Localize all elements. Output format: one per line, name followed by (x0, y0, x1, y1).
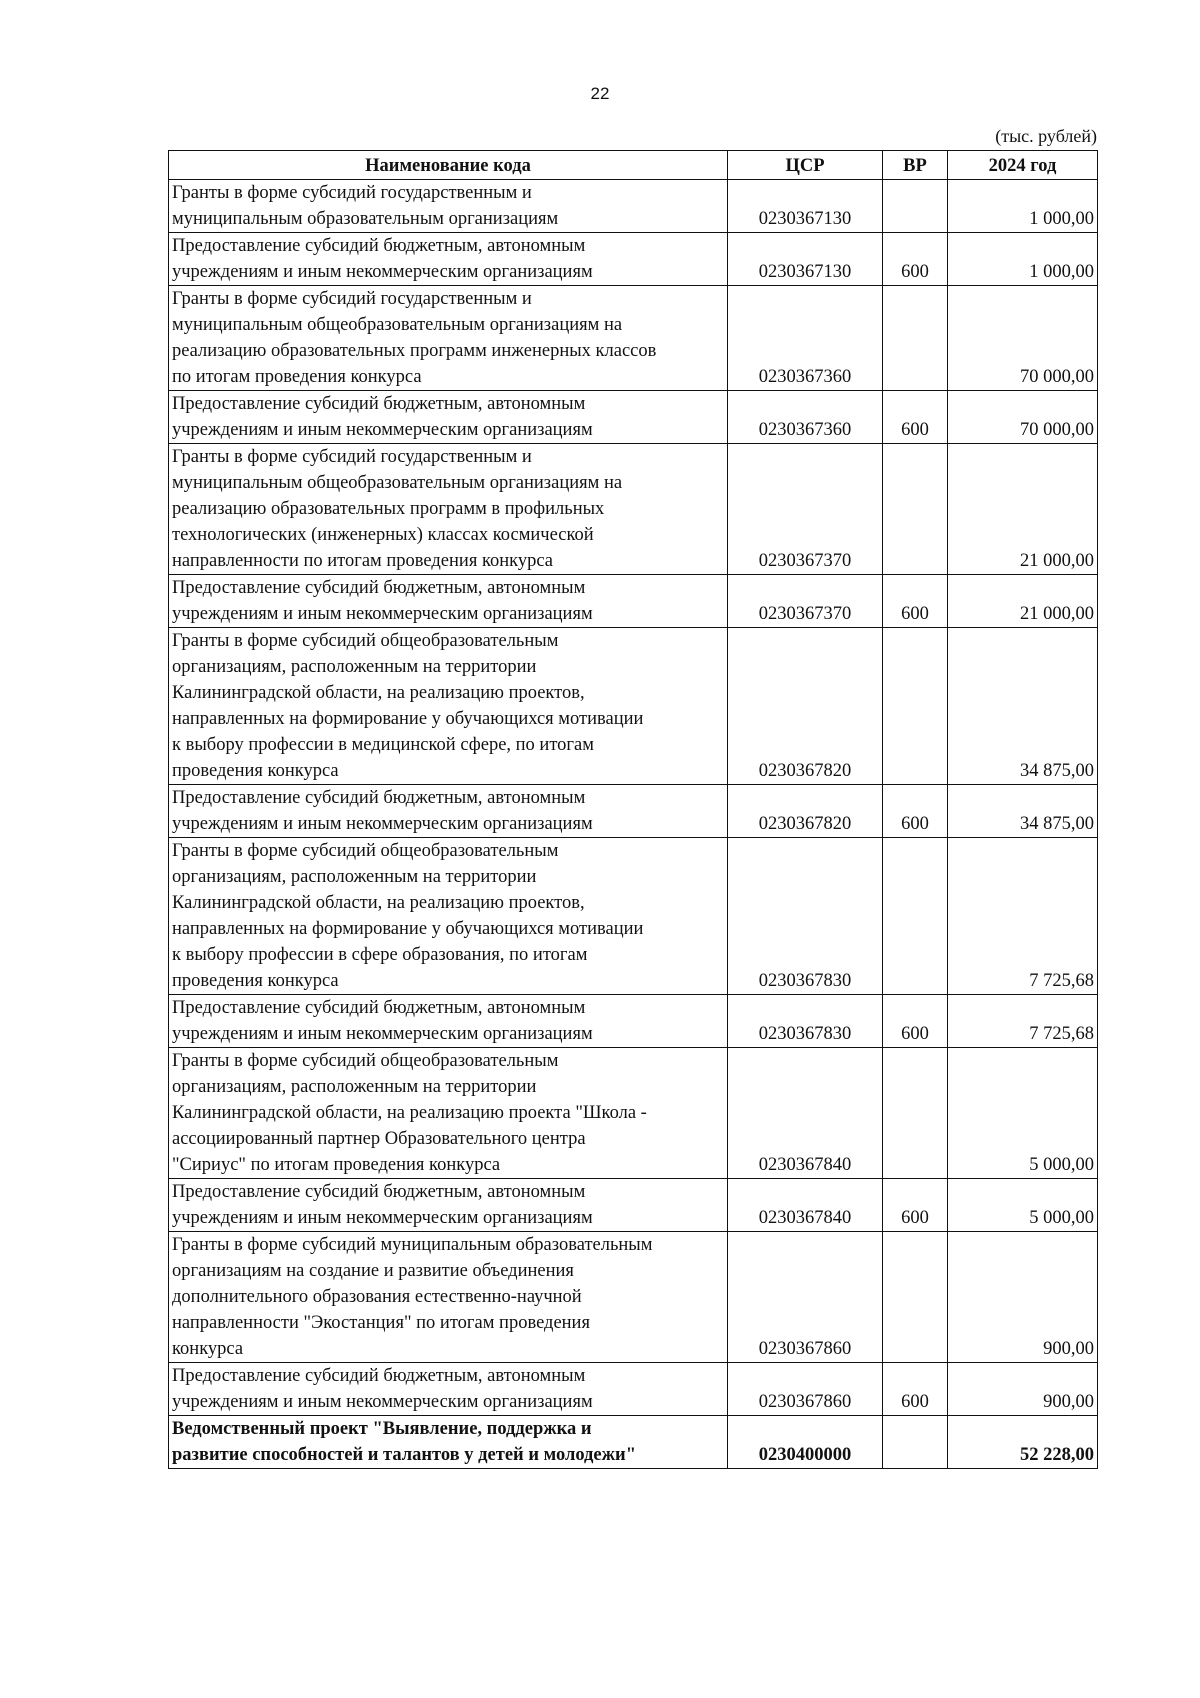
cell-sum: 21 000,00 (948, 575, 1098, 628)
table-row (169, 838, 1098, 995)
cell-vr (883, 1232, 948, 1363)
table-row (169, 628, 1098, 785)
cell-csr: 0230400000 (728, 1416, 883, 1469)
cell-csr: 0230367360 (728, 286, 883, 391)
cell-vr: 600 (883, 233, 948, 286)
table-row (169, 444, 1098, 575)
cell-sum: 7 725,68 (948, 838, 1098, 995)
cell-name: Гранты в форме субсидий общеобразовательным организациям, расположенным на территории Калининградской области, на реализацию проектов, направленных на формирование у обучающихся мотивации к выбору профессии в медицинской сфере, по итогам проведения конкурса (169, 628, 728, 785)
units-note: (тыс. рублей) (995, 126, 1097, 146)
cell-sum: 5 000,00 (948, 1048, 1098, 1179)
cell-sum: 1 000,00 (948, 233, 1098, 286)
table-row (169, 233, 1098, 286)
cell-sum: 70 000,00 (948, 286, 1098, 391)
cell-csr: 0230367820 (728, 785, 883, 838)
cell-csr: 0230367860 (728, 1232, 883, 1363)
table-header (169, 151, 1098, 180)
cell-vr (883, 286, 948, 391)
cell-sum: 1 000,00 (948, 180, 1098, 233)
cell-sum: 900,00 (948, 1232, 1098, 1363)
cell-name: Гранты в форме субсидий государственным и муниципальным общеобразовательным организациям на реализацию образовательных программ в профильных технологических (инженерных) классах космической направленности по итогам проведения конкурса (169, 444, 728, 575)
table-row (169, 785, 1098, 838)
cell-sum: 7 725,68 (948, 995, 1098, 1048)
cell-sum: 21 000,00 (948, 444, 1098, 575)
cell-csr: 0230367130 (728, 180, 883, 233)
table-row (169, 286, 1098, 391)
cell-csr: 0230367840 (728, 1179, 883, 1232)
cell-sum: 900,00 (948, 1363, 1098, 1416)
cell-csr: 0230367370 (728, 444, 883, 575)
page-number: 22 (590, 84, 610, 103)
budget-table (168, 150, 1098, 1469)
cell-csr: 0230367860 (728, 1363, 883, 1416)
cell-csr: 0230367360 (728, 391, 883, 444)
table-row (169, 575, 1098, 628)
cell-vr (883, 838, 948, 995)
cell-name: Гранты в форме субсидий государственным и муниципальным общеобразовательным организациям на реализацию образовательных программ инженерных классов по итогам проведения конкурса (169, 286, 728, 391)
cell-vr (883, 1416, 948, 1469)
header-csr: ЦСР (728, 151, 883, 180)
cell-name: Гранты в форме субсидий государственным и муниципальным образовательным организациям (169, 180, 728, 233)
cell-name: Предоставление субсидий бюджетным, автономным учреждениям и иным некоммерческим организациям (169, 995, 728, 1048)
cell-csr: 0230367370 (728, 575, 883, 628)
cell-name: Гранты в форме субсидий общеобразовательным организациям, расположенным на территории Калининградской области, на реализацию проектов, направленных на формирование у обучающихся мотивации к выбору профессии в сфере образования, по итогам проведения конкурса (169, 838, 728, 995)
cell-csr: 0230367840 (728, 1048, 883, 1179)
cell-vr: 600 (883, 1363, 948, 1416)
table-row (169, 1232, 1098, 1363)
cell-name: Ведомственный проект "Выявление, поддержка и развитие способностей и талантов у детей и молодежи" (169, 1416, 728, 1469)
cell-vr: 600 (883, 1179, 948, 1232)
table-header-row (169, 151, 1098, 180)
cell-sum: 5 000,00 (948, 1179, 1098, 1232)
cell-vr: 600 (883, 995, 948, 1048)
table-row (169, 995, 1098, 1048)
table-body (169, 180, 1098, 1469)
table-row (169, 1048, 1098, 1179)
cell-name: Гранты в форме субсидий общеобразовательным организациям, расположенным на территории Калининградской области, на реализацию проекта "Школа - ассоциированный партнер Образовательного центра "Сириус" по итогам проведения конкурса (169, 1048, 728, 1179)
table-row (169, 1363, 1098, 1416)
cell-name: Предоставление субсидий бюджетным, автономным учреждениям и иным некоммерческим организациям (169, 233, 728, 286)
cell-name: Гранты в форме субсидий муниципальным образовательным организациям на создание и развитие объединения дополнительного образования естественно-научной направленности "Экостанция" по итогам проведения конкурса (169, 1232, 728, 1363)
cell-vr: 600 (883, 391, 948, 444)
cell-name: Предоставление субсидий бюджетным, автономным учреждениям и иным некоммерческим организациям (169, 1363, 728, 1416)
cell-sum: 34 875,00 (948, 785, 1098, 838)
cell-vr (883, 1048, 948, 1179)
cell-csr: 0230367130 (728, 233, 883, 286)
cell-vr (883, 444, 948, 575)
table-row (169, 1179, 1098, 1232)
cell-vr (883, 180, 948, 233)
cell-vr: 600 (883, 785, 948, 838)
header-name: Наименование кода (169, 151, 728, 180)
cell-name: Предоставление субсидий бюджетным, автономным учреждениям и иным некоммерческим организациям (169, 785, 728, 838)
table-row (169, 391, 1098, 444)
cell-sum: 70 000,00 (948, 391, 1098, 444)
cell-name: Предоставление субсидий бюджетным, автономным учреждениям и иным некоммерческим организациям (169, 391, 728, 444)
cell-csr: 0230367820 (728, 628, 883, 785)
cell-csr: 0230367830 (728, 838, 883, 995)
cell-vr: 600 (883, 575, 948, 628)
cell-sum: 52 228,00 (948, 1416, 1098, 1469)
cell-name: Предоставление субсидий бюджетным, автономным учреждениям и иным некоммерческим организациям (169, 575, 728, 628)
cell-csr: 0230367830 (728, 995, 883, 1048)
cell-name: Предоставление субсидий бюджетным, автономным учреждениям и иным некоммерческим организациям (169, 1179, 728, 1232)
cell-sum: 34 875,00 (948, 628, 1098, 785)
table-row (169, 1416, 1098, 1469)
table-row (169, 180, 1098, 233)
cell-vr (883, 628, 948, 785)
header-sum: 2024 год (948, 151, 1098, 180)
header-vr: ВР (883, 151, 948, 180)
